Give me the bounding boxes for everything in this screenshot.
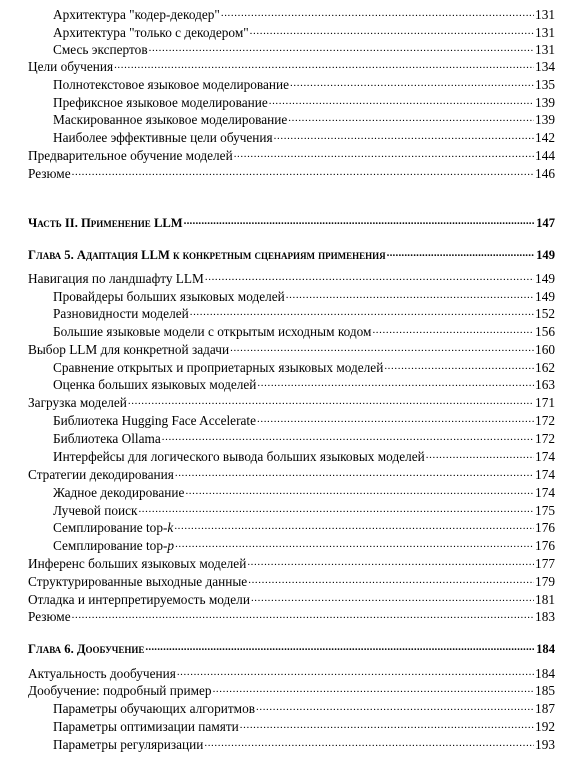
toc-page-number: 192 bbox=[535, 719, 555, 734]
toc-entry-title: Жадное декодирование bbox=[53, 485, 185, 500]
toc-page-number: 160 bbox=[535, 342, 555, 357]
dot-leader bbox=[185, 487, 534, 497]
toc-page-number: 146 bbox=[535, 166, 555, 181]
toc-subsection-entry[interactable] bbox=[53, 76, 555, 93]
toc-entry-title: Библиотека Hugging Face Accelerate bbox=[53, 413, 256, 428]
toc-entry-title: Часть II. Применение LLM bbox=[28, 216, 183, 230]
toc-entry-title: Резюме bbox=[28, 166, 71, 181]
toc-subsection-entry[interactable] bbox=[53, 376, 555, 393]
dot-leader bbox=[286, 291, 534, 301]
toc-page-number: 171 bbox=[535, 395, 555, 410]
dot-leader bbox=[162, 433, 534, 443]
toc-page-number: 139 bbox=[535, 112, 555, 127]
toc-chapter-heading[interactable] bbox=[28, 247, 555, 264]
dot-leader bbox=[251, 594, 534, 604]
toc-subsection-entry[interactable] bbox=[53, 94, 555, 111]
toc-page-number: 172 bbox=[535, 431, 555, 446]
toc-page-number: 152 bbox=[535, 306, 555, 321]
toc-page-number: 156 bbox=[535, 324, 555, 339]
dot-leader bbox=[149, 44, 534, 54]
dot-leader bbox=[247, 558, 534, 568]
dot-leader bbox=[205, 273, 534, 283]
toc-page-number: 185 bbox=[535, 683, 555, 698]
toc-page-number: 187 bbox=[535, 701, 555, 716]
toc-page-number: 177 bbox=[535, 556, 555, 571]
toc-section-entry[interactable] bbox=[28, 591, 555, 608]
toc-entry-title: Цели обучения bbox=[28, 59, 114, 74]
toc-entry-title: Структурированные выходные данные bbox=[28, 574, 248, 589]
toc-entry-title: Параметры оптимизации памяти bbox=[53, 719, 239, 734]
toc-page-number: 142 bbox=[535, 130, 555, 145]
toc-page-number: 172 bbox=[535, 413, 555, 428]
toc-subsection-entry[interactable] bbox=[53, 6, 555, 23]
toc-subsection-entry[interactable] bbox=[53, 24, 555, 41]
toc-entry-title: Семплирование top-k bbox=[53, 520, 174, 535]
toc-subsection-entry[interactable] bbox=[53, 430, 555, 447]
toc-entry-title: Выбор LLM для конкретной задачи bbox=[28, 342, 230, 357]
dot-leader bbox=[114, 61, 534, 71]
toc-page-number: 174 bbox=[535, 485, 555, 500]
toc-entry-title: Отладка и интерпретируемость модели bbox=[28, 592, 250, 607]
toc-page-number: 184 bbox=[536, 642, 555, 656]
toc-section-entry[interactable] bbox=[28, 58, 555, 75]
toc-page-number: 162 bbox=[535, 360, 555, 375]
toc-part-heading[interactable] bbox=[28, 215, 555, 232]
toc-subsection-entry[interactable] bbox=[53, 718, 555, 735]
toc-entry-title: Провайдеры больших языковых моделей bbox=[53, 289, 285, 304]
toc-entry-title: Параметры обучающих алгоритмов bbox=[53, 701, 255, 716]
dot-leader bbox=[184, 217, 534, 227]
toc-section-entry[interactable] bbox=[28, 147, 555, 164]
toc-subsection-entry[interactable] bbox=[53, 305, 555, 322]
toc-page-number: 147 bbox=[536, 216, 555, 230]
toc-page-number: 139 bbox=[535, 95, 555, 110]
toc-page-number: 134 bbox=[535, 59, 555, 74]
dot-leader bbox=[174, 522, 534, 532]
toc-subsection-entry[interactable] bbox=[53, 111, 555, 128]
toc-entry-title: Разновидности моделей bbox=[53, 306, 189, 321]
toc-entry-title: Сравнение открытых и проприетарных языковых моделей bbox=[53, 360, 384, 375]
dot-leader bbox=[145, 643, 534, 653]
toc-chapter-heading[interactable] bbox=[28, 641, 555, 658]
dot-leader bbox=[204, 739, 534, 749]
dot-leader bbox=[257, 379, 534, 389]
toc-entry-title: Стратегии декодирования bbox=[28, 467, 174, 482]
dot-leader bbox=[269, 97, 534, 107]
toc-section-entry[interactable] bbox=[28, 165, 555, 182]
toc-page-number: 174 bbox=[535, 467, 555, 482]
toc-page-number: 144 bbox=[535, 148, 555, 163]
toc-section-entry[interactable] bbox=[28, 608, 555, 625]
toc-entry-title: Дообучение: подробный пример bbox=[28, 683, 212, 698]
dot-leader bbox=[257, 415, 534, 425]
toc-entry-title: Библиотека Ollama bbox=[53, 431, 161, 446]
toc-page-number: 181 bbox=[535, 592, 555, 607]
toc-entry-title: Большие языковые модели с открытым исходным кодом bbox=[53, 324, 372, 339]
toc-subsection-entry[interactable] bbox=[53, 129, 555, 146]
toc-subsection-entry[interactable] bbox=[53, 448, 555, 465]
toc-page-number: 174 bbox=[535, 449, 555, 464]
toc-section-entry[interactable] bbox=[28, 394, 555, 411]
dot-leader bbox=[387, 249, 534, 259]
dot-leader bbox=[274, 132, 534, 142]
toc-entry-title: Оценка больших языковых моделей bbox=[53, 377, 257, 392]
dot-leader bbox=[372, 326, 534, 336]
toc-page-number: 149 bbox=[535, 271, 555, 286]
toc-subsection-entry[interactable] bbox=[53, 519, 555, 536]
toc-entry-title: Архитектура "кодер-декодер" bbox=[53, 7, 220, 22]
dot-leader bbox=[72, 611, 534, 621]
toc-subsection-entry[interactable] bbox=[53, 484, 555, 501]
toc-entry-title: Параметры регуляризации bbox=[53, 737, 204, 752]
toc-page-number: 149 bbox=[535, 289, 555, 304]
toc-subsection-entry[interactable] bbox=[53, 502, 555, 519]
toc-entry-title: Семплирование top-p bbox=[53, 538, 175, 553]
dot-leader bbox=[128, 397, 534, 407]
toc-entry-title: Маскированное языковое моделирование bbox=[53, 112, 288, 127]
toc-entry-title: Глава 6. Дообучение bbox=[28, 642, 145, 656]
toc-page-number: 179 bbox=[535, 574, 555, 589]
toc-entry-title: Наиболее эффективные цели обучения bbox=[53, 130, 273, 145]
dot-leader bbox=[288, 114, 534, 124]
toc-subsection-entry[interactable] bbox=[53, 537, 555, 554]
toc-section-entry[interactable] bbox=[28, 466, 555, 483]
dot-leader bbox=[384, 362, 534, 372]
toc-subsection-entry[interactable] bbox=[53, 359, 555, 376]
toc-entry-title: Инференс больших языковых моделей bbox=[28, 556, 247, 571]
toc-section-entry[interactable] bbox=[28, 341, 555, 358]
toc-entry-title: Загрузка моделей bbox=[28, 395, 127, 410]
toc-page-number: 135 bbox=[535, 77, 555, 92]
toc-section-entry[interactable] bbox=[28, 555, 555, 572]
dot-leader bbox=[177, 668, 534, 678]
toc-entry-title: Префиксное языковое моделирование bbox=[53, 95, 268, 110]
toc-subsection-entry[interactable] bbox=[53, 736, 555, 753]
toc-page-number: 175 bbox=[535, 503, 555, 518]
toc-page-number: 176 bbox=[535, 520, 555, 535]
toc-subsection-entry[interactable] bbox=[53, 41, 555, 58]
toc-entry-title: Актуальность дообучения bbox=[28, 666, 176, 681]
toc-page-number: 131 bbox=[535, 7, 555, 22]
toc-entry-title: Архитектура "только с декодером" bbox=[53, 25, 249, 40]
dot-leader bbox=[240, 721, 534, 731]
dot-leader bbox=[221, 9, 534, 19]
toc-page-number: 184 bbox=[535, 666, 555, 681]
toc-page-number: 131 bbox=[535, 42, 555, 57]
toc-entry-title: Предварительное обучение моделей bbox=[28, 148, 233, 163]
dot-leader bbox=[290, 79, 534, 89]
toc-subsection-entry[interactable] bbox=[53, 323, 555, 340]
toc-page-number: 193 bbox=[535, 737, 555, 752]
toc-section-entry[interactable] bbox=[28, 573, 555, 590]
toc-subsection-entry[interactable] bbox=[53, 700, 555, 717]
toc-entry-title: Полнотекстовое языковое моделирование bbox=[53, 77, 290, 92]
toc-page-number: 149 bbox=[536, 248, 555, 262]
toc-section-entry[interactable] bbox=[28, 665, 555, 682]
toc-subsection-entry[interactable] bbox=[53, 288, 555, 305]
toc-section-entry[interactable] bbox=[28, 270, 555, 287]
toc-entry-title: Навигация по ландшафту LLM bbox=[28, 271, 204, 286]
toc-subsection-entry[interactable] bbox=[53, 412, 555, 429]
dot-leader bbox=[213, 685, 534, 695]
toc-page-number: 131 bbox=[535, 25, 555, 40]
toc-page-number: 163 bbox=[535, 377, 555, 392]
dot-leader bbox=[190, 308, 534, 318]
dot-leader bbox=[234, 150, 534, 160]
toc-entry-title: Резюме bbox=[28, 609, 71, 624]
toc-entry-title: Интерфейсы для логического вывода больших языковых моделей bbox=[53, 449, 425, 464]
dot-leader bbox=[138, 505, 534, 515]
dot-leader bbox=[230, 344, 534, 354]
toc-entry-title: Глава 5. Адаптация LLM к конкретным сценариям применения bbox=[28, 248, 386, 262]
toc-page-number: 176 bbox=[535, 538, 555, 553]
dot-leader bbox=[175, 540, 534, 550]
dot-leader bbox=[426, 451, 534, 461]
toc-section-entry[interactable] bbox=[28, 682, 555, 699]
dot-leader bbox=[175, 469, 534, 479]
toc-entry-title: Лучевой поиск bbox=[53, 503, 138, 518]
toc-page-number: 183 bbox=[535, 609, 555, 624]
dot-leader bbox=[248, 576, 534, 586]
toc-entry-title: Смесь экспертов bbox=[53, 42, 148, 57]
dot-leader bbox=[72, 168, 534, 178]
dot-leader bbox=[250, 27, 534, 37]
dot-leader bbox=[256, 703, 534, 713]
